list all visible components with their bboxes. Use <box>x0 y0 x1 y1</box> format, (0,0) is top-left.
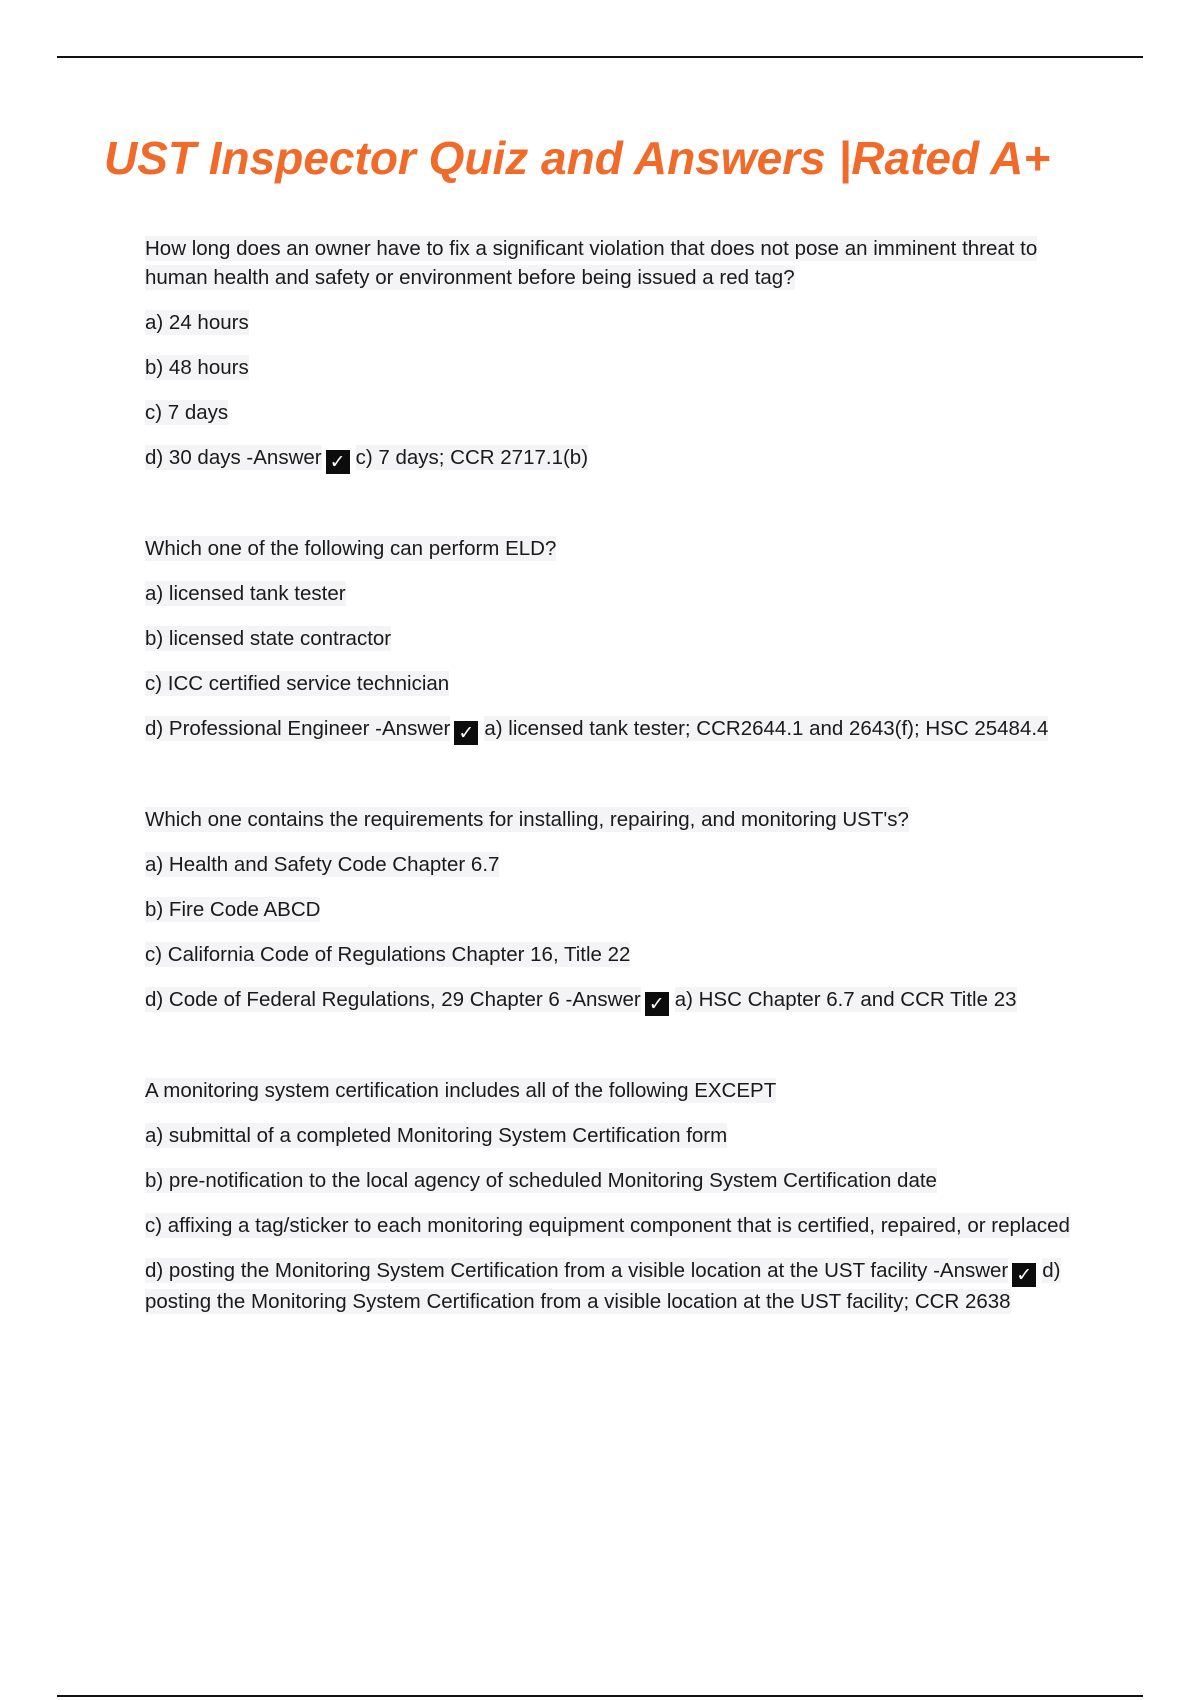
answer-text: d) posting the Monitoring System Certification from a visible location at the UST facility; CCR 2638 <box>145 1259 1061 1313</box>
answer-text: c) 7 days; CCR 2717.1(b) <box>355 446 589 469</box>
top-divider <box>57 56 1143 58</box>
option-item: b) 48 hours <box>145 356 249 379</box>
question-text: Which one of the following can perform ELD? <box>145 537 557 560</box>
option-item: c) 7 days <box>145 401 229 424</box>
option-with-answer: d) 30 days -Answer ✓ c) 7 days; CCR 2717.1(b) <box>145 446 589 473</box>
option-item: b) pre-notification to the local agency of scheduled Monitoring System Certification date <box>145 1169 937 1192</box>
option-item: a) Health and Safety Code Chapter 6.7 <box>145 853 500 876</box>
question-text: How long does an owner have to fix a significant violation that does not pose an imminent threat to human health and safety or environment before being issued a red tag? <box>145 237 1038 289</box>
option-item: b) Fire Code ABCD <box>145 898 321 921</box>
question-block <box>145 534 1085 745</box>
question-block <box>145 805 1085 1016</box>
page-title: UST Inspector Quiz and Answers |Rated A+ <box>104 132 1051 184</box>
option-with-answer: d) posting the Monitoring System Certification from a visible location at the UST facility -Answer ✓ d) posting the Monitoring System Certification from a visible location at the UST facility; CCR 2638 <box>145 1259 1061 1313</box>
option-item: a) 24 hours <box>145 311 249 334</box>
option-item: a) licensed tank tester <box>145 582 346 605</box>
bottom-divider <box>57 1695 1143 1697</box>
checkbox-checked-icon: ✓ <box>326 450 350 474</box>
option-item: c) California Code of Regulations Chapter 16, Title 22 <box>145 943 631 966</box>
checkbox-checked-icon: ✓ <box>645 992 669 1016</box>
option-item: a) submittal of a completed Monitoring System Certification form <box>145 1124 728 1147</box>
option-with-answer: d) Professional Engineer -Answer ✓ a) licensed tank tester; CCR2644.1 and 2643(f); HSC 25484.4 <box>145 717 1049 744</box>
option-item: c) affixing a tag/sticker to each monitoring equipment component that is certified, repaired, or replaced <box>145 1214 1070 1237</box>
question-block <box>145 234 1085 474</box>
question-text: A monitoring system certification includes all of the following EXCEPT <box>145 1079 777 1102</box>
option-item: b) licensed state contractor <box>145 627 392 650</box>
checkbox-checked-icon: ✓ <box>454 721 478 745</box>
option-item: c) ICC certified service technician <box>145 672 450 695</box>
question-block <box>145 1076 1085 1316</box>
checkbox-checked-icon: ✓ <box>1012 1263 1036 1287</box>
option-with-answer: d) Code of Federal Regulations, 29 Chapter 6 -Answer ✓ a) HSC Chapter 6.7 and CCR Title 23 <box>145 988 1017 1015</box>
quiz-content <box>145 234 1085 1376</box>
answer-text: a) licensed tank tester; CCR2644.1 and 2643(f); HSC 25484.4 <box>484 717 1049 740</box>
answer-text: a) HSC Chapter 6.7 and CCR Title 23 <box>674 988 1017 1011</box>
question-text: Which one contains the requirements for installing, repairing, and monitoring UST's? <box>145 808 909 831</box>
